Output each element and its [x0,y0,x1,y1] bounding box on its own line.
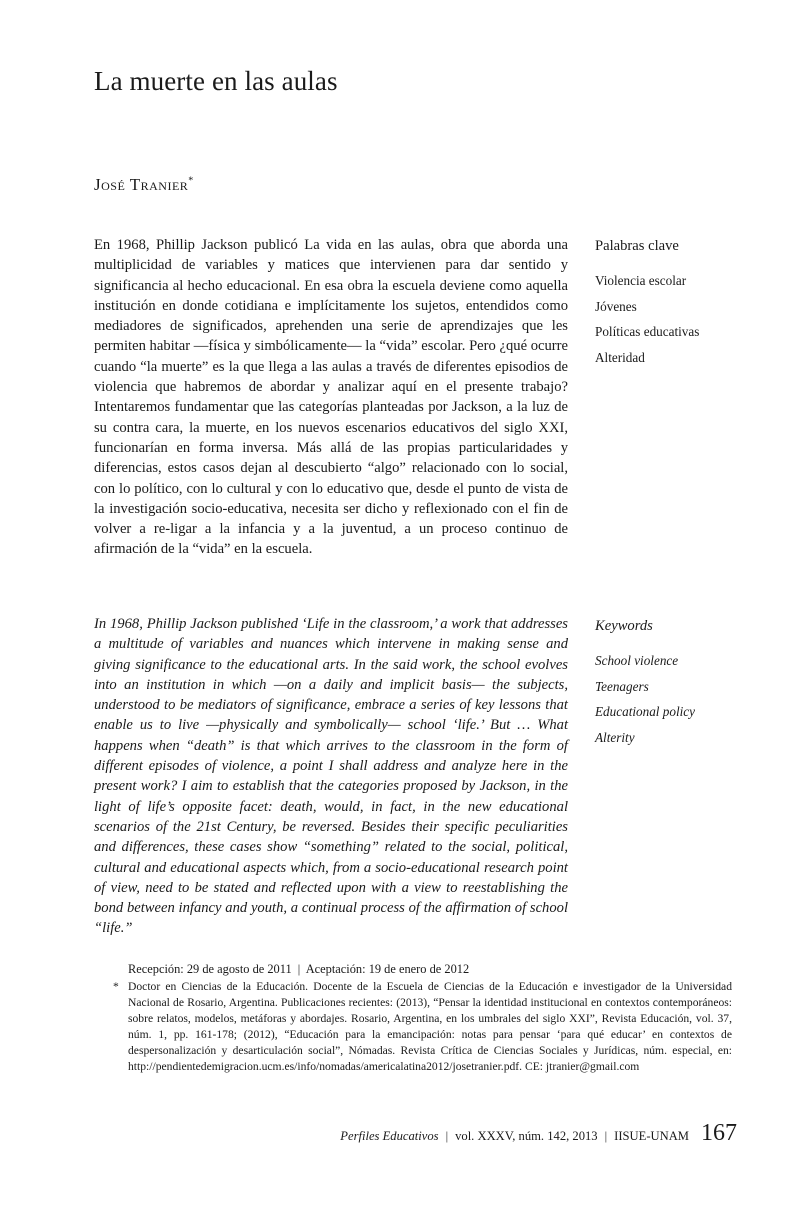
running-footer [340,1120,737,1147]
keywords-heading-spanish: Palabras clave [595,238,679,254]
footnote-mark: * [113,980,119,993]
keywords-spanish [595,236,775,370]
keywords-list-spanish [595,268,775,370]
article-title: La muerte en las aulas [94,66,338,96]
abstract-spanish: En 1968, Phillip Jackson publicó La vida en las aulas, obra que aborda una multiplicidad de variables y matices que intervienen para dar sentido y significancia al hecho educacional. En esa obra la escuela deviene como aquella institución en donde cotidiana e implícitamente los sujetos, entendidos como mediadores de significados, aprehenden una serie de aprendizajes que les permiten habitar —física y simbólicamente— la “vida” escolar. Pero ¿qué ocurre cuando “la muerte” es la que llega a las aulas a través de diferentes episodios de violencia que habremos de abordar y analizar aquí en el presente trabajo? Intentaremos fundamentar que las categorías planteadas por Jackson, a la luz de su contra cara, la muerte, en los nuevos escenarios educativos del siglo XXI, funcionarían en forma inversa. Más allá de las propias particularidades y diferencias, estos casos dejan al descubierto “algo” relacionado con lo social, con lo político, con lo cultural y con lo educativo que, desde el punto de vista de la investigación socio-educativa, necesita ser dicho y reflexionado con el fin de volver a re-ligar a la infancia y a la juventud, a un proceso continuo de afirmación de la “vida” en la escuela. [94,237,568,558]
volume-info: vol. XXXV, núm. 142, 2013 [455,1129,598,1143]
author-name: José Tranier [94,175,189,194]
keyword-item: Teenagers [595,678,649,694]
footer-separator: | [445,1129,449,1143]
keyword-item: Jóvenes [595,298,637,314]
abstract-english: In 1968, Phillip Jackson published ‘Life in the classroom,’ a work that addresses a multitude of variables and nuances which intervene in making sense and giving significance to the educational arts. In the said work, the school evolves into an institution in which —on a daily and implicit basis— the subjects, understood to be mediators of significance, embrace a series of key lessons that enable us to live —physically and symbolically— school ‘life.’ But … What happens when “death” is that which arrives to the classroom in the form of different episodes of violence, a point I shall address and analyze here in the present work? I aim to establish that the categories proposed by Jackson, in the light of life’s opposite facet: death, would, in fact, in the new educational scenarios of the 21st Century, be reversed. Besides their specific peculiarities and differences, these cases show “something” related to the social, political, cultural and educational aspects which, from a socio-educational research point of view, need to be stated and reflected upon with a view to reestablishing the bond between infancy and youth, a continual process of the affirmation of school “life.” [94,616,568,937]
footer-separator: | [604,1129,608,1143]
received-separator: | [297,962,301,976]
author-footnote-mark[interactable]: * [188,175,194,187]
keyword-item: Educational policy [595,704,695,719]
journal-name: Perfiles Educativos [340,1129,439,1143]
keyword-item: Alterity [595,729,635,745]
received-label: Recepción: [128,962,184,976]
keyword-item: Violencia escolar [595,273,687,288]
author-line [94,175,194,195]
footnote-text: Doctor en Ciencias de la Educación. Docente de la Escuela de Ciencias de la Educación e investigador de la Universidad Nacional de Rosario, Argentina. Publicaciones recientes: (2013), “Pensar la identidad institucional en contextos contemporáneos: sobre relatos, modelos, metáforas y abordajes. Rosario, Argentina, en los umbrales del siglo XXI”, Revista Educación, vol. 37, núm. 1, pp. 161-178; (2012), “Educación para la emancipación: notas para pensar ‘para qué educar’ en contextos de despersonalización y desarticulación social”, Nómadas. Revista Crítica de Ciencias Sociales y Jurídicas, núm. especial, en: http://pendientedemigracion.ucm.es/info/nomadas/americalatina2012/josetranier.pdf. CE: jtranier@gmail.com [128,980,732,1073]
keywords-heading-english: Keywords [595,618,653,634]
keyword-item: Alteridad [595,349,645,365]
author-footnote [113,979,732,1075]
keyword-item: Políticas educativas [595,324,700,339]
received-date: 29 de agosto de 2011 [186,962,292,976]
keywords-english [595,616,775,750]
keyword-item: School violence [595,653,679,668]
publisher-name: IISUE-UNAM [614,1129,689,1143]
reception-dates [128,962,469,977]
page-number: 167 [701,1120,737,1146]
keywords-list-english [595,648,775,750]
accepted-date: 19 de enero de 2012 [368,962,470,976]
accepted-label: Aceptación: [305,962,366,976]
